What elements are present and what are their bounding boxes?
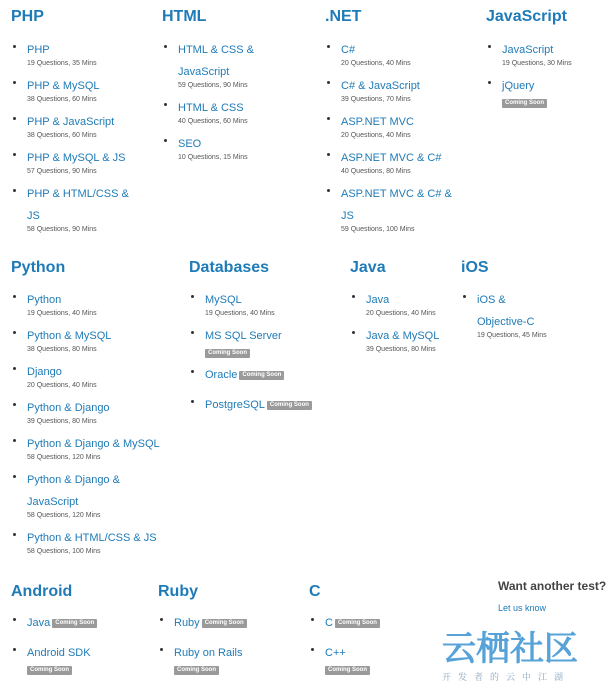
test-link[interactable]: SEO	[178, 138, 202, 150]
test-item	[158, 642, 247, 675]
coming-soon-badge: Coming Soon	[174, 666, 219, 675]
category-ios	[461, 258, 556, 339]
test-meta: 20 Questions, 40 Mins	[341, 132, 411, 139]
cta-title: Want another test?	[498, 579, 607, 593]
test-item	[11, 527, 171, 557]
test-item	[11, 75, 136, 105]
test-meta: 20 Questions, 40 Mins	[27, 382, 97, 389]
test-meta: 38 Questions, 60 Mins	[27, 132, 97, 139]
test-link[interactable]: Oracle	[205, 369, 238, 381]
test-meta: 39 Questions, 80 Mins	[366, 346, 436, 353]
test-meta: 20 Questions, 40 Mins	[366, 310, 436, 317]
test-link[interactable]: C# & JavaScript	[341, 80, 420, 92]
test-item	[189, 394, 312, 416]
test-link[interactable]: ASP.NET MVC & C#	[341, 152, 442, 164]
test-meta: 58 Questions, 120 Mins	[27, 512, 101, 519]
test-link[interactable]: HTML & CSS & JavaScript	[178, 44, 254, 78]
test-item	[11, 39, 136, 69]
test-list	[158, 612, 247, 681]
test-link[interactable]: PHP & MySQL	[27, 80, 100, 92]
test-meta: 57 Questions, 90 Mins	[27, 168, 97, 175]
test-link[interactable]: Python & MySQL	[27, 330, 112, 342]
test-item	[325, 111, 455, 141]
test-link[interactable]: Python & Django & JavaScript	[27, 474, 120, 508]
test-item	[11, 612, 97, 634]
test-list	[11, 39, 136, 241]
test-link[interactable]: Java & MySQL	[366, 330, 440, 342]
test-link[interactable]: Ruby	[174, 617, 200, 629]
coming-soon-badge: Coming Soon	[205, 349, 250, 358]
test-list	[486, 39, 572, 114]
category-title: Python	[11, 259, 66, 276]
category-java	[350, 258, 450, 353]
test-link[interactable]: ASP.NET MVC	[341, 116, 414, 128]
test-meta: 38 Questions, 80 Mins	[27, 346, 97, 353]
test-link[interactable]: MS SQL Server	[205, 330, 282, 342]
coming-soon-badge: Coming Soon	[202, 619, 247, 628]
test-meta: 39 Questions, 70 Mins	[341, 96, 411, 103]
category-ruby	[158, 582, 288, 673]
category-php	[11, 7, 136, 233]
test-link[interactable]: MySQL	[205, 294, 242, 306]
category-title: .NET	[325, 8, 362, 25]
request-test-panel	[498, 579, 606, 613]
category-title: HTML	[162, 8, 207, 25]
test-item	[486, 75, 572, 108]
test-meta: 19 Questions, 40 Mins	[205, 310, 275, 317]
test-item	[11, 361, 171, 391]
test-meta: 10 Questions, 15 Mins	[178, 154, 248, 161]
test-meta: 39 Questions, 80 Mins	[27, 418, 97, 425]
test-item	[189, 364, 312, 386]
test-link[interactable]: ASP.NET MVC & C# & JS	[341, 188, 452, 222]
category-title: Android	[11, 583, 73, 600]
test-meta: 59 Questions, 90 Mins	[178, 82, 248, 89]
test-link[interactable]: HTML & CSS	[178, 102, 244, 114]
test-item	[11, 397, 171, 427]
category-title: Java	[350, 259, 386, 276]
test-link[interactable]: PHP & JavaScript	[27, 116, 115, 128]
test-item	[162, 39, 262, 91]
test-item	[350, 325, 439, 355]
test-link[interactable]: PHP & MySQL & JS	[27, 152, 126, 164]
test-item	[11, 111, 136, 141]
category-databases	[189, 258, 329, 411]
coming-soon-badge: Coming Soon	[27, 666, 72, 675]
test-list	[461, 289, 556, 347]
test-item	[309, 612, 380, 634]
test-meta: 38 Questions, 60 Mins	[27, 96, 97, 103]
test-item	[11, 183, 136, 235]
test-item	[11, 325, 171, 355]
test-meta: 19 Questions, 45 Mins	[477, 332, 547, 339]
watermark-sub: 开发者的云中江湖	[442, 672, 571, 682]
test-link[interactable]: Java	[366, 294, 390, 306]
test-meta: 19 Questions, 40 Mins	[27, 310, 97, 317]
watermark-main: 云栖社区	[442, 630, 578, 668]
test-item	[158, 612, 247, 634]
test-link[interactable]: Django	[27, 366, 62, 378]
watermark-logo	[442, 630, 578, 683]
test-item	[350, 289, 439, 319]
test-meta: 58 Questions, 120 Mins	[27, 454, 101, 461]
test-meta: 20 Questions, 40 Mins	[341, 60, 411, 67]
test-meta: 59 Questions, 100 Mins	[341, 226, 415, 233]
category-title: iOS	[461, 259, 489, 276]
test-item	[325, 39, 455, 69]
test-item	[325, 147, 455, 177]
test-link[interactable]: Python & Django	[27, 402, 110, 414]
test-link[interactable]: C	[325, 617, 333, 629]
test-meta: 58 Questions, 90 Mins	[27, 226, 97, 233]
test-link[interactable]: Python & HTML/CSS & JS	[27, 532, 157, 544]
test-meta: 19 Questions, 30 Mins	[502, 60, 572, 67]
test-link[interactable]: Python & Django & MySQL	[27, 438, 160, 450]
coming-soon-badge: Coming Soon	[239, 371, 284, 380]
test-item	[189, 289, 312, 319]
test-meta: 40 Questions, 60 Mins	[178, 118, 248, 125]
category-title: PHP	[11, 8, 44, 25]
test-list	[162, 39, 262, 169]
test-link[interactable]: C++	[325, 647, 346, 659]
test-link[interactable]: PHP	[27, 44, 50, 56]
test-link[interactable]: PostgreSQL	[205, 399, 265, 411]
category-title: Databases	[189, 259, 270, 276]
category-title: C	[309, 583, 321, 600]
category-title: JavaScript	[486, 8, 567, 25]
category-android	[11, 582, 141, 673]
test-item	[11, 469, 171, 521]
test-item	[11, 433, 171, 463]
test-list	[309, 612, 380, 681]
test-item	[309, 642, 380, 675]
test-item	[486, 39, 572, 69]
test-link[interactable]: iOS & Objective-C	[477, 294, 535, 328]
coming-soon-badge: Coming Soon	[502, 99, 547, 108]
coming-soon-badge: Coming Soon	[52, 619, 97, 628]
test-meta: 58 Questions, 100 Mins	[27, 548, 101, 555]
test-item	[11, 642, 97, 675]
category-javascript	[486, 7, 606, 106]
test-item	[162, 133, 262, 163]
test-link[interactable]: Ruby on Rails	[174, 647, 243, 659]
test-list	[11, 612, 97, 681]
category-c	[309, 582, 429, 673]
test-item	[11, 147, 136, 177]
let-us-know-link[interactable]: Let us know	[498, 603, 547, 613]
test-list	[11, 289, 171, 563]
test-meta: 40 Questions, 80 Mins	[341, 168, 411, 175]
test-list	[189, 289, 312, 424]
test-item	[325, 75, 455, 105]
test-link[interactable]: Python	[27, 294, 62, 306]
test-item	[189, 325, 312, 358]
test-list	[325, 39, 455, 241]
test-link[interactable]: jQuery	[502, 80, 535, 92]
test-meta: 19 Questions, 35 Mins	[27, 60, 97, 67]
test-link[interactable]: JavaScript	[502, 44, 554, 56]
coming-soon-badge: Coming Soon	[325, 666, 370, 675]
test-link[interactable]: PHP & HTML/CSS & JS	[27, 188, 129, 222]
test-link[interactable]: Android SDK	[27, 647, 91, 659]
test-item	[461, 289, 556, 341]
coming-soon-badge: Coming Soon	[335, 619, 380, 628]
coming-soon-badge: Coming Soon	[267, 401, 312, 410]
test-item	[11, 289, 171, 319]
test-list	[350, 289, 439, 361]
category-python	[11, 258, 171, 555]
test-item	[162, 97, 262, 127]
category-title: Ruby	[158, 583, 198, 600]
category-html	[162, 7, 262, 161]
category-dotnet	[325, 7, 455, 233]
test-item	[325, 183, 455, 235]
test-link[interactable]: C#	[341, 44, 356, 56]
test-link[interactable]: Java	[27, 617, 51, 629]
